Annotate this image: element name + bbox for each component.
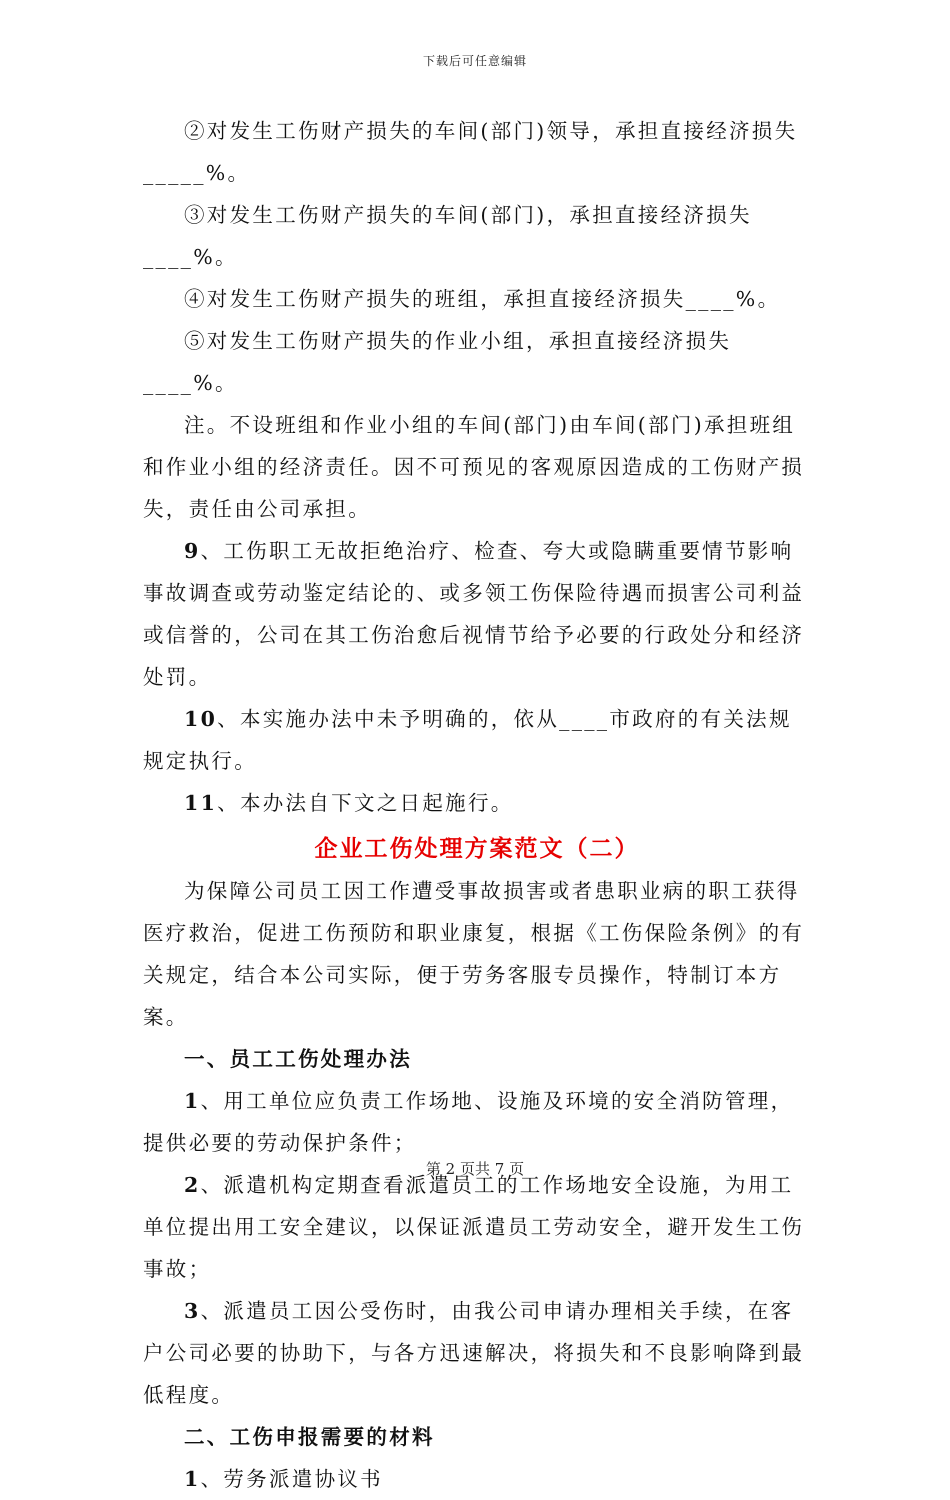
- list-item-1: [143, 1080, 811, 1164]
- item-number: 10: [184, 707, 218, 731]
- clause-5-paragraph: ⑤对发生工伤财产损失的作业小组，承担直接经济损失____%。: [143, 329, 732, 395]
- intro-paragraph: 为保障公司员工因工作遭受事故损害或者患职业病的职工获得医疗救治，促进工伤预防和职业康复，根据《工伤保险条例》的有关规定，结合本公司实际，便于劳务客服专员操作，特制订本方案。: [143, 879, 805, 1029]
- page-footer: 第 2 页共 7 页: [425, 1160, 525, 1178]
- item-11-paragraph: [143, 782, 811, 824]
- list-item-materials-1: [143, 1458, 811, 1500]
- item-number: 1: [184, 1467, 201, 1491]
- item-text: 、派遣机构定期查看派遣员工的工作场地安全设施，为用工单位提出用工安全建议，以保证派遣员工劳动安全，避开发生工伤事故；: [143, 1173, 805, 1281]
- clause-4-paragraph: ④对发生工伤财产损失的班组，承担直接经济损失____%。: [184, 287, 781, 311]
- item-text: 、工伤职工无故拒绝治疗、检查、夸大或隐瞒重要情节影响事故调查或劳动鉴定结论的、或多领工伤保险待遇而损害公司利益或信誉的，公司在其工伤治愈后视情节给予必要的行政处分和经济处罚。: [143, 539, 805, 689]
- item-text: 、本实施办法中未予明确的，依从____市政府的有关法规规定执行。: [143, 707, 792, 773]
- section-title: 企业工伤处理方案范文（二）: [314, 836, 640, 862]
- item-number: 11: [184, 791, 218, 815]
- item-number: 9: [184, 539, 201, 563]
- list-item-2: [143, 1164, 811, 1290]
- clause-2-paragraph: ②对发生工伤财产损失的车间(部门)领导，承担直接经济损失_____%。: [143, 119, 798, 185]
- item-text: 、派遣员工因公受伤时，由我公司申请办理相关手续，在客户公司必要的协助下，与各方迅速解决，将损失和不良影响降到最低程度。: [143, 1299, 805, 1407]
- item-number: 2: [184, 1173, 201, 1197]
- section-heading-1: 一、员工工伤处理办法: [184, 1047, 412, 1071]
- item-number: 3: [184, 1299, 201, 1323]
- page-header: 下载后可任意编辑: [422, 54, 527, 68]
- item-text: 、用工单位应负责工作场地、设施及环境的安全消防管理，提供必要的劳动保护条件；: [143, 1089, 794, 1155]
- item-number: 1: [184, 1089, 201, 1113]
- item-9-paragraph: [143, 530, 811, 698]
- document-body: [143, 110, 811, 1500]
- section-heading-2: 二、工伤申报需要的材料: [184, 1425, 435, 1449]
- item-text: 、本办法自下文之日起施行。: [217, 791, 514, 815]
- clause-3-paragraph: ③对发生工伤财产损失的车间(部门)，承担直接经济损失____%。: [143, 203, 752, 269]
- item-text: 、劳务派遣协议书: [200, 1467, 383, 1491]
- item-10-paragraph: [143, 698, 811, 782]
- note-paragraph: 注。不设班组和作业小组的车间(部门)由车间(部门)承担班组和作业小组的经济责任。因不可预见的客观原因造成的工伤财产损失，责任由公司承担。: [143, 413, 805, 521]
- list-item-3: [143, 1290, 811, 1416]
